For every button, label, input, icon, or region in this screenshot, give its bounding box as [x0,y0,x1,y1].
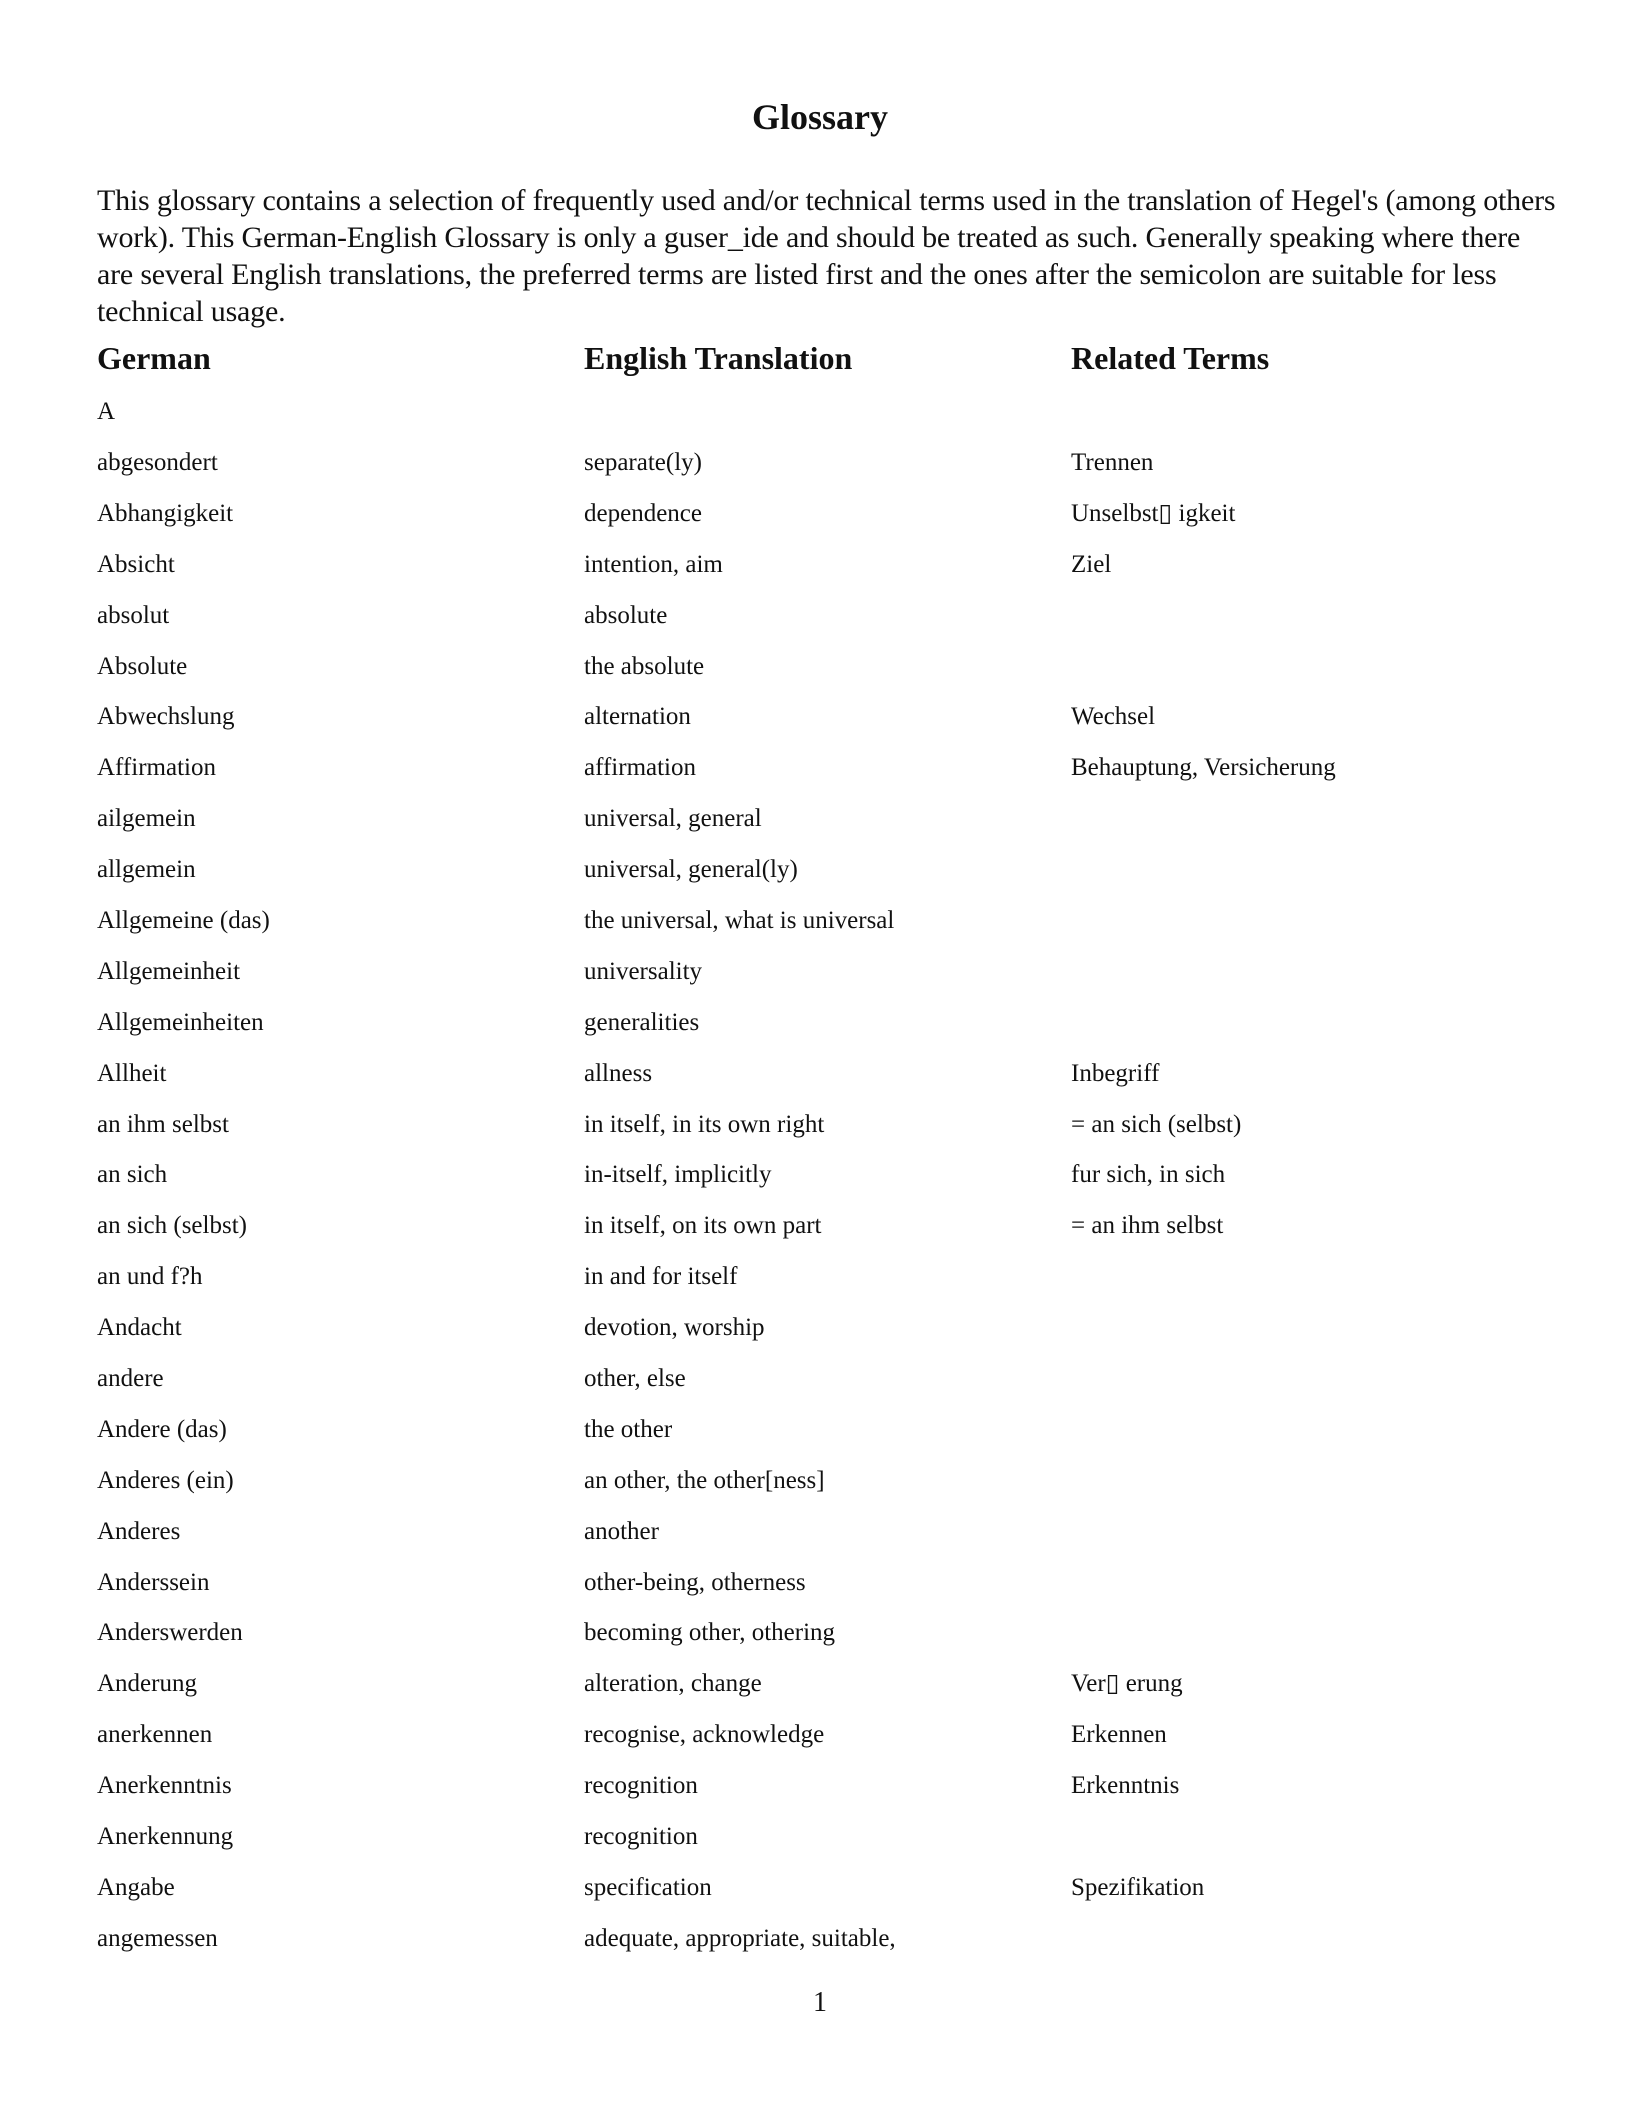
related-terms: Unselbst▯ igkeit [1071,499,1236,527]
glossary-row [97,1410,1557,1461]
english-translation: separate(ly) [584,449,702,476]
german-term: Anderssein [97,1568,210,1596]
english-translation: alternation [584,703,691,731]
glossary-row [97,1868,1557,1919]
related-terms: Behauptung, Versicherung [1071,754,1336,782]
intro-paragraph: This glossary contains a selection of frequently used and/or technical terms used in the translation of Hegel's (among others work). This German-English Glossary is only a guser_ide and should be treated as such. Generally speaking where there are several English translations, the preferred terms are listed first and the ones after the semicolon are suitable for less technical usage. [97,184,1556,328]
related-terms: Ver▯ erung [1071,1670,1183,1698]
glossary-row [97,1155,1557,1206]
glossary-row [97,1359,1557,1410]
related-terms: Ziel [1071,550,1112,578]
glossary-row [97,1512,1557,1563]
german-term: Abwechslung [97,703,235,731]
german-term: Allheit [97,1059,167,1087]
glossary-row [97,1308,1557,1359]
german-term: Angabe [97,1873,175,1901]
english-translation: recognition [584,1823,698,1851]
german-term: Anderes (ein) [97,1466,234,1494]
german-term: Allgemeinheit [97,957,241,985]
english-translation: the other [584,1415,673,1443]
glossary-row [97,1563,1557,1614]
page-title: Glossary [751,97,888,137]
german-term: Anderswerden [97,1619,243,1647]
column-header-related: Related Terms [1071,340,1270,376]
english-translation: the absolute [584,652,705,680]
english-translation: the universal, what is universal [584,907,895,935]
english-translation: other, else [584,1365,686,1393]
english-translation: in and for itself [584,1263,738,1291]
german-term: Allgemeine (das) [97,907,270,935]
german-term: Affirmation [97,754,216,782]
german-term: andere [97,1365,164,1393]
english-translation: an other, the other[ness] [584,1466,825,1494]
english-translation: affirmation [584,754,696,782]
glossary-row [97,850,1557,901]
english-translation: recognise, acknowledge [584,1721,825,1749]
english-translation: in itself, on its own part [584,1212,822,1240]
german-term: absolut [97,601,170,629]
german-term: an und f?h [97,1263,203,1291]
glossary-row [97,1766,1557,1817]
glossary-row [97,1817,1557,1868]
english-translation: recognition [584,1772,698,1800]
german-term: Anderes [97,1517,181,1545]
glossary-row [97,697,1557,748]
german-term: Abhangigkeit [97,499,234,527]
english-translation: dependence [584,499,702,527]
german-term: ailgemein [97,805,196,833]
german-term: Anerkenntnis [97,1772,232,1800]
glossary-row [97,596,1557,647]
english-translation: devotion, worship [584,1314,765,1342]
glossary-row [97,545,1557,596]
german-term: Anderung [97,1670,197,1698]
german-term: an ihm selbst [97,1110,229,1138]
german-term: Anerkennung [97,1823,234,1851]
glossary-row [97,1054,1557,1105]
german-term: Andere (das) [97,1415,227,1443]
glossary-row [97,1461,1557,1512]
glossary-row [97,1715,1557,1766]
german-term: Allgemeinheiten [97,1008,264,1036]
english-translation: becoming other, othering [584,1619,836,1647]
related-terms: = an sich (selbst) [1071,1110,1242,1138]
english-translation: in itself, in its own right [584,1110,825,1138]
german-term: anerkennen [97,1721,213,1749]
glossary-row [97,1206,1557,1257]
glossary-row [97,901,1557,952]
english-translation: other-being, otherness [584,1568,806,1596]
glossary-row [97,647,1557,698]
column-header-row [97,338,1557,378]
column-header-german: German [97,340,211,376]
german-term: abgesondert [97,449,218,476]
german-term: an sich (selbst) [97,1212,247,1240]
german-term: Absicht [97,550,175,578]
glossary-row [97,748,1557,799]
english-translation: generalities [584,1008,700,1036]
german-term: allgemein [97,856,196,884]
german-term: Absolute [97,652,188,680]
column-header-english: English Translation [584,340,853,376]
german-term: angemessen [97,1924,218,1952]
german-term: an sich [97,1161,168,1189]
related-terms: Erkennen [1071,1721,1167,1749]
glossary-row [97,952,1557,1003]
glossary-row [97,494,1557,545]
english-translation: universality [584,957,703,985]
glossary-row [97,1664,1557,1715]
english-translation: adequate, appropriate, suitable, [584,1924,896,1952]
related-terms: Spezifikation [1071,1873,1205,1901]
section-letter: A [97,398,116,425]
english-translation: universal, general [584,805,762,833]
related-terms: Inbegriff [1071,1059,1160,1087]
glossary-row [97,443,1557,494]
glossary-table [97,443,1557,1970]
glossary-row [97,1003,1557,1054]
glossary-row [97,1257,1557,1308]
related-terms: = an ihm selbst [1071,1212,1224,1240]
english-translation: allness [584,1059,653,1087]
glossary-row [97,1105,1557,1156]
english-translation: specification [584,1873,712,1901]
glossary-row [97,1919,1557,1970]
related-terms: Wechsel [1071,703,1156,731]
english-translation: intention, aim [584,550,723,578]
german-term: Andacht [97,1314,182,1342]
page-number: 1 [813,1987,827,2018]
glossary-row [97,799,1557,850]
english-translation: universal, general(ly) [584,856,798,884]
glossary-row [97,1613,1557,1664]
english-translation: alteration, change [584,1670,762,1698]
english-translation: absolute [584,601,668,629]
related-terms: Erkenntnis [1071,1772,1180,1800]
related-terms: Trennen [1071,449,1154,476]
related-terms: fur sich, in sich [1071,1161,1226,1189]
english-translation: in-itself, implicitly [584,1161,772,1189]
english-translation: another [584,1517,659,1545]
